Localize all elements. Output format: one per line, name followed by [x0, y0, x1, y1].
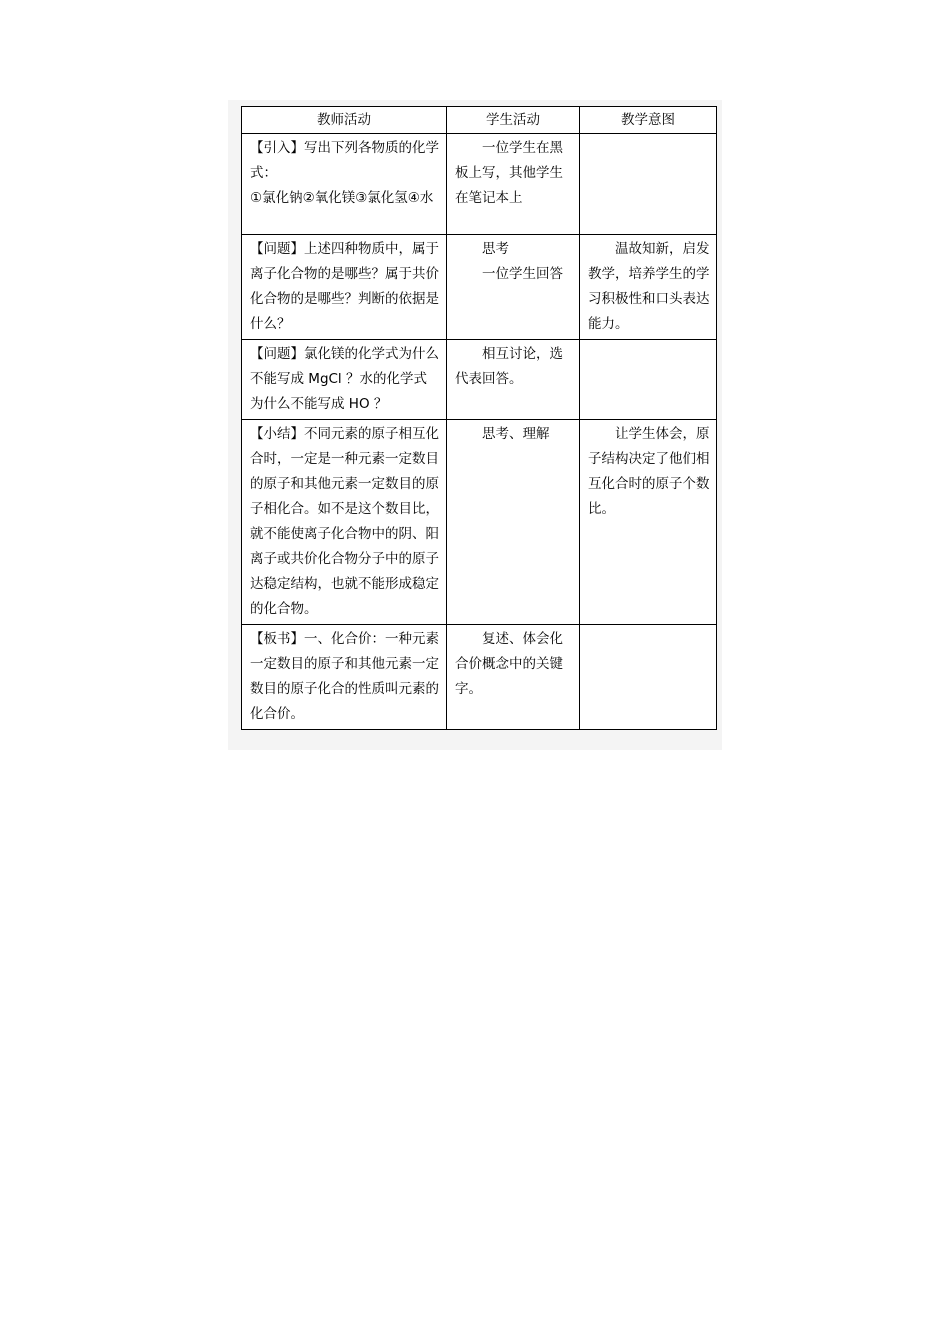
student-cell [447, 235, 580, 340]
header-student-activity: 学生活动 [447, 107, 580, 134]
teacher-text: 【问题】上述四种物质中，属于离子化合物的是哪些？属于共价化合物的是哪些？判断的依据是什么？ [250, 241, 439, 332]
teacher-text: 【板书】一、化合价：一种元素一定数目的原子和其他元素一定数目的原子化合的性质叫元素的化合价。 [250, 631, 439, 722]
intent-cell: 温故知新，启发教学，培养学生的学习积极性和口头表达能力。 [580, 235, 717, 340]
student-cell: 一位学生在黑板上写，其他学生在笔记本上 [447, 134, 580, 235]
teacher-cell [242, 134, 447, 235]
intent-cell [580, 625, 717, 730]
teacher-cell [242, 625, 447, 730]
teacher-text: 【引入】写出下列各物质的化学式： [250, 140, 439, 181]
header-teacher-activity: 教师活动 [242, 107, 447, 134]
teacher-text: 【问题】氯化镁的化学式为什么不能写成 MgCl ？水的化学式为什么不能写成 HO ？ [250, 346, 439, 412]
student-cell: 思考、理解 [447, 420, 580, 625]
header-teaching-intent: 教学意图 [580, 107, 717, 134]
student-text: 一位学生回答 [482, 266, 563, 282]
lesson-plan-table [241, 106, 717, 730]
teacher-cell [242, 235, 447, 340]
teacher-text: 【小结】不同元素的原子相互化合时，一定是一种元素一定数目的原子和其他元素一定数目的原子相化合。如不是这个数目比，就不能使离子化合物中的阴、阳离子或共价化合物分子中的原子达稳定结构，也就不能形成稳定的化合物。 [250, 426, 439, 617]
table-header-row [242, 107, 717, 134]
intent-cell: 让学生体会，原子结构决定了他们相互化合时的原子个数比。 [580, 420, 717, 625]
teacher-cell [242, 420, 447, 625]
table-row [242, 340, 717, 420]
student-cell: 复述、体会化合价概念中的关键字。 [447, 625, 580, 730]
teacher-cell [242, 340, 447, 420]
student-text: 思考 [482, 241, 509, 257]
table-row [242, 134, 717, 235]
intent-cell [580, 340, 717, 420]
intent-cell [580, 134, 717, 235]
table-row [242, 420, 717, 625]
table-row [242, 235, 717, 340]
teacher-text: ①氯化钠②氧化镁③氯化氢④水 [250, 190, 434, 206]
student-cell: 相互讨论，选代表回答。 [447, 340, 580, 420]
table-row [242, 625, 717, 730]
